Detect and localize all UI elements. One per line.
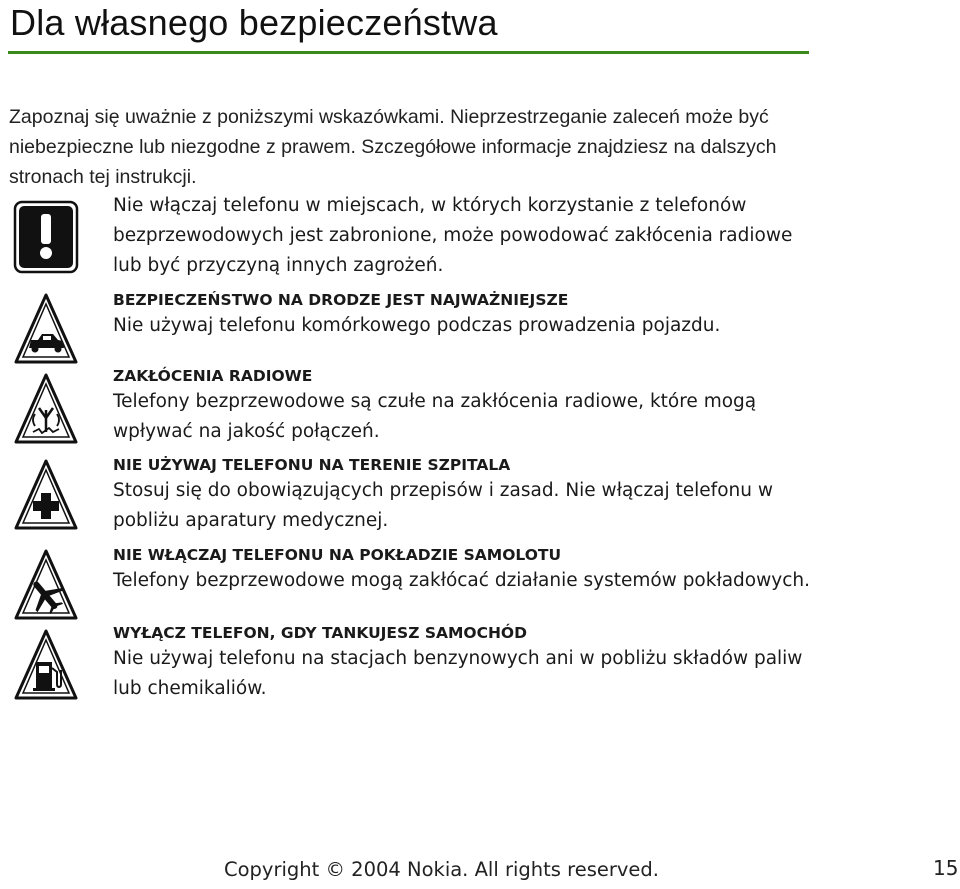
section-radio-interference [113, 365, 813, 447]
section-text: Nie używaj telefonu komórkowego podczas prowadzenia pojazdu. [113, 315, 721, 336]
section-heading: NIE WŁĄCZAJ TELEFONU NA POKŁADZIE SAMOLOTU [113, 546, 562, 564]
section-text: Nie włączaj telefonu w miejscach, w których korzystanie z telefonów bezprzewodowych jest zabronione, może powodować zakłócenia radiowe lub być przyczyną innych zagrożeń. [113, 195, 793, 276]
section-text: Nie używaj telefonu na stacjach benzynowych ani w pobliżu składów paliw lub chemikaliów. [113, 648, 803, 699]
car-warning-icon [13, 292, 79, 366]
section-general-warning [113, 191, 813, 281]
section-fuel-station [113, 622, 813, 704]
title-underline [8, 51, 809, 54]
page-number: 15 [933, 856, 959, 880]
section-text: Telefony bezprzewodowe mogą zakłócać działanie systemów pokładowych. [113, 570, 810, 591]
copyright-notice: Copyright © 2004 Nokia. All rights reserved. [224, 858, 659, 881]
section-heading: NIE UŻYWAJ TELEFONU NA TERENIE SZPITALA [113, 456, 511, 474]
section-heading: BEZPIECZEŃSTWO NA DRODZE JEST NAJWAŻNIEJSZE [113, 291, 569, 309]
section-airplane [113, 544, 813, 596]
airplane-warning-icon [13, 548, 79, 622]
fuel-pump-warning-icon [13, 628, 79, 702]
section-heading: WYŁĄCZ TELEFON, GDY TANKUJESZ SAMOCHÓD [113, 624, 527, 642]
section-text: Telefony bezprzewodowe są czułe na zakłócenia radiowe, które mogą wpływać na jakość połączeń. [113, 391, 757, 442]
page-title: Dla własnego bezpieczeństwa [10, 2, 498, 43]
exclamation-square-icon [13, 200, 79, 274]
hospital-cross-warning-icon [13, 458, 79, 532]
section-heading: ZAKŁÓCENIA RADIOWE [113, 367, 313, 385]
intro-paragraph: Zapoznaj się uważnie z poniższymi wskazówkami. Nieprzestrzeganie zaleceń może być niebezpieczne lub niezgodne z prawem. Szczegółowe informacje znajdziesz na dalszych stronach tej instrukcji. [9, 106, 777, 188]
section-hospital [113, 454, 813, 536]
section-road-safety [113, 289, 813, 341]
section-text: Stosuj się do obowiązujących przepisów i zasad. Nie włączaj telefonu w pobliżu aparatury medycznej. [113, 480, 773, 531]
radio-interference-warning-icon [13, 372, 79, 446]
